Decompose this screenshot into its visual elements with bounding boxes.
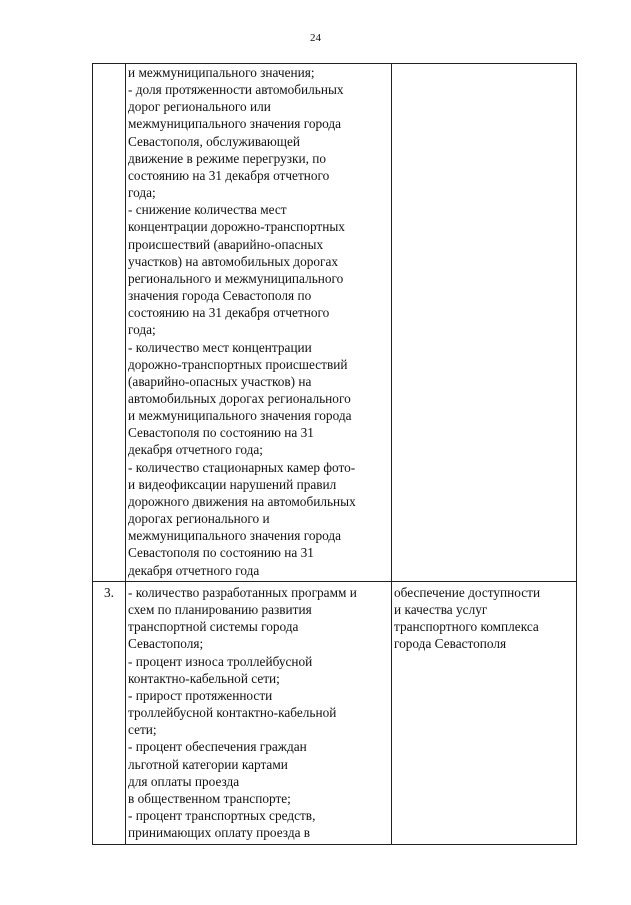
result-cell [392, 64, 577, 582]
indicator-line: декабря отчетного года [128, 562, 260, 578]
result-lines [392, 582, 576, 653]
indicator-lines [126, 64, 391, 579]
result-line: транспортного комплекса [394, 619, 539, 635]
indicator-line: льготной категории картами [128, 756, 288, 772]
indicator-line: сети; [128, 722, 157, 738]
result-line: города Севастополя [394, 636, 507, 652]
indicator-line: принимающих оплату проезда в [128, 825, 311, 841]
result-cell [392, 582, 577, 845]
indicator-line: Севастополя; [128, 636, 204, 652]
indicator-line: дорог регионального или [128, 99, 271, 115]
indicator-line: регионального и межмуниципального [128, 270, 344, 286]
indicator-line: дорожно-транспортных происшествий [128, 356, 348, 372]
indicator-line: концентрации дорожно-транспортных [128, 219, 345, 235]
indicator-line: - процент обеспечения граждан [128, 739, 307, 755]
indicator-line: и межмуниципального значения; [128, 65, 315, 80]
indicator-line: - процент транспортных средств, [128, 808, 316, 824]
indicator-line: автомобильных дорогах регионального [128, 390, 351, 406]
row-number [93, 64, 125, 66]
indicators-table [92, 63, 577, 845]
indicator-line: межмуниципального значения города [128, 528, 342, 544]
indicator-line: значения города Севастополя по [128, 288, 312, 304]
indicator-line: - количество разработанных программ и [128, 585, 357, 600]
indicator-line: схем по планированию развития [128, 602, 312, 618]
indicator-line: и межмуниципального значения города [128, 408, 352, 424]
row-number-cell [93, 64, 126, 582]
indicator-line: Севастополя по состоянию на 31 [128, 425, 314, 441]
indicator-line: и видеофиксации нарушений правил [128, 476, 337, 492]
result-line: и качества услуг [394, 602, 488, 618]
table-row [93, 64, 577, 582]
indicator-line: троллейбусной контактно-кабельной [128, 705, 337, 721]
indicator-line: транспортной системы города [128, 619, 299, 635]
result-lines [392, 64, 576, 66]
indicator-line: Севастополя, обслуживающей [128, 133, 301, 149]
indicator-line: участков) на автомобильных дорогах [128, 253, 339, 269]
indicator-line: межмуниципального значения города [128, 116, 342, 132]
indicator-line: - процент износа троллейбусной [128, 653, 313, 669]
result-line: обеспечение доступности [394, 585, 541, 600]
indicator-line: состоянию на 31 декабря отчетного [128, 167, 330, 183]
indicator-line: дорогах регионального и [128, 511, 270, 527]
indicator-line: контактно-кабельной сети; [128, 670, 280, 686]
indicator-line: декабря отчетного года; [128, 442, 263, 458]
indicator-line: Севастополя по состоянию на 31 [128, 545, 314, 561]
indicator-line: для оплаты проезда [128, 773, 240, 789]
indicator-line: года; [128, 322, 156, 338]
indicator-line: движение в режиме перегрузки, по [128, 150, 327, 166]
indicator-line: - количество мест концентрации [128, 339, 312, 355]
indicator-line: дорожного движения на автомобильных [128, 493, 356, 509]
indicator-line: - количество стационарных камер фото- [128, 459, 356, 475]
indicator-line: в общественном транспорте; [128, 790, 291, 806]
row-number-cell [93, 582, 126, 845]
table-body [93, 64, 577, 845]
indicator-line: состоянию на 31 декабря отчетного [128, 305, 330, 321]
indicator-line: - прирост протяженности [128, 687, 273, 703]
indicator-line: года; [128, 185, 156, 201]
indicator-lines [126, 582, 391, 841]
indicator-cell [126, 582, 392, 845]
indicator-line: (аварийно-опасных участков) на [128, 373, 312, 389]
indicator-line: - снижение количества мест [128, 202, 287, 218]
row-number: 3. [104, 585, 114, 600]
page-number: 24 [310, 32, 321, 44]
indicator-line: происшествий (аварийно-опасных [128, 236, 324, 252]
indicator-cell [126, 64, 392, 582]
table-row [93, 582, 577, 845]
indicator-line: - доля протяженности автомобильных [128, 82, 344, 98]
